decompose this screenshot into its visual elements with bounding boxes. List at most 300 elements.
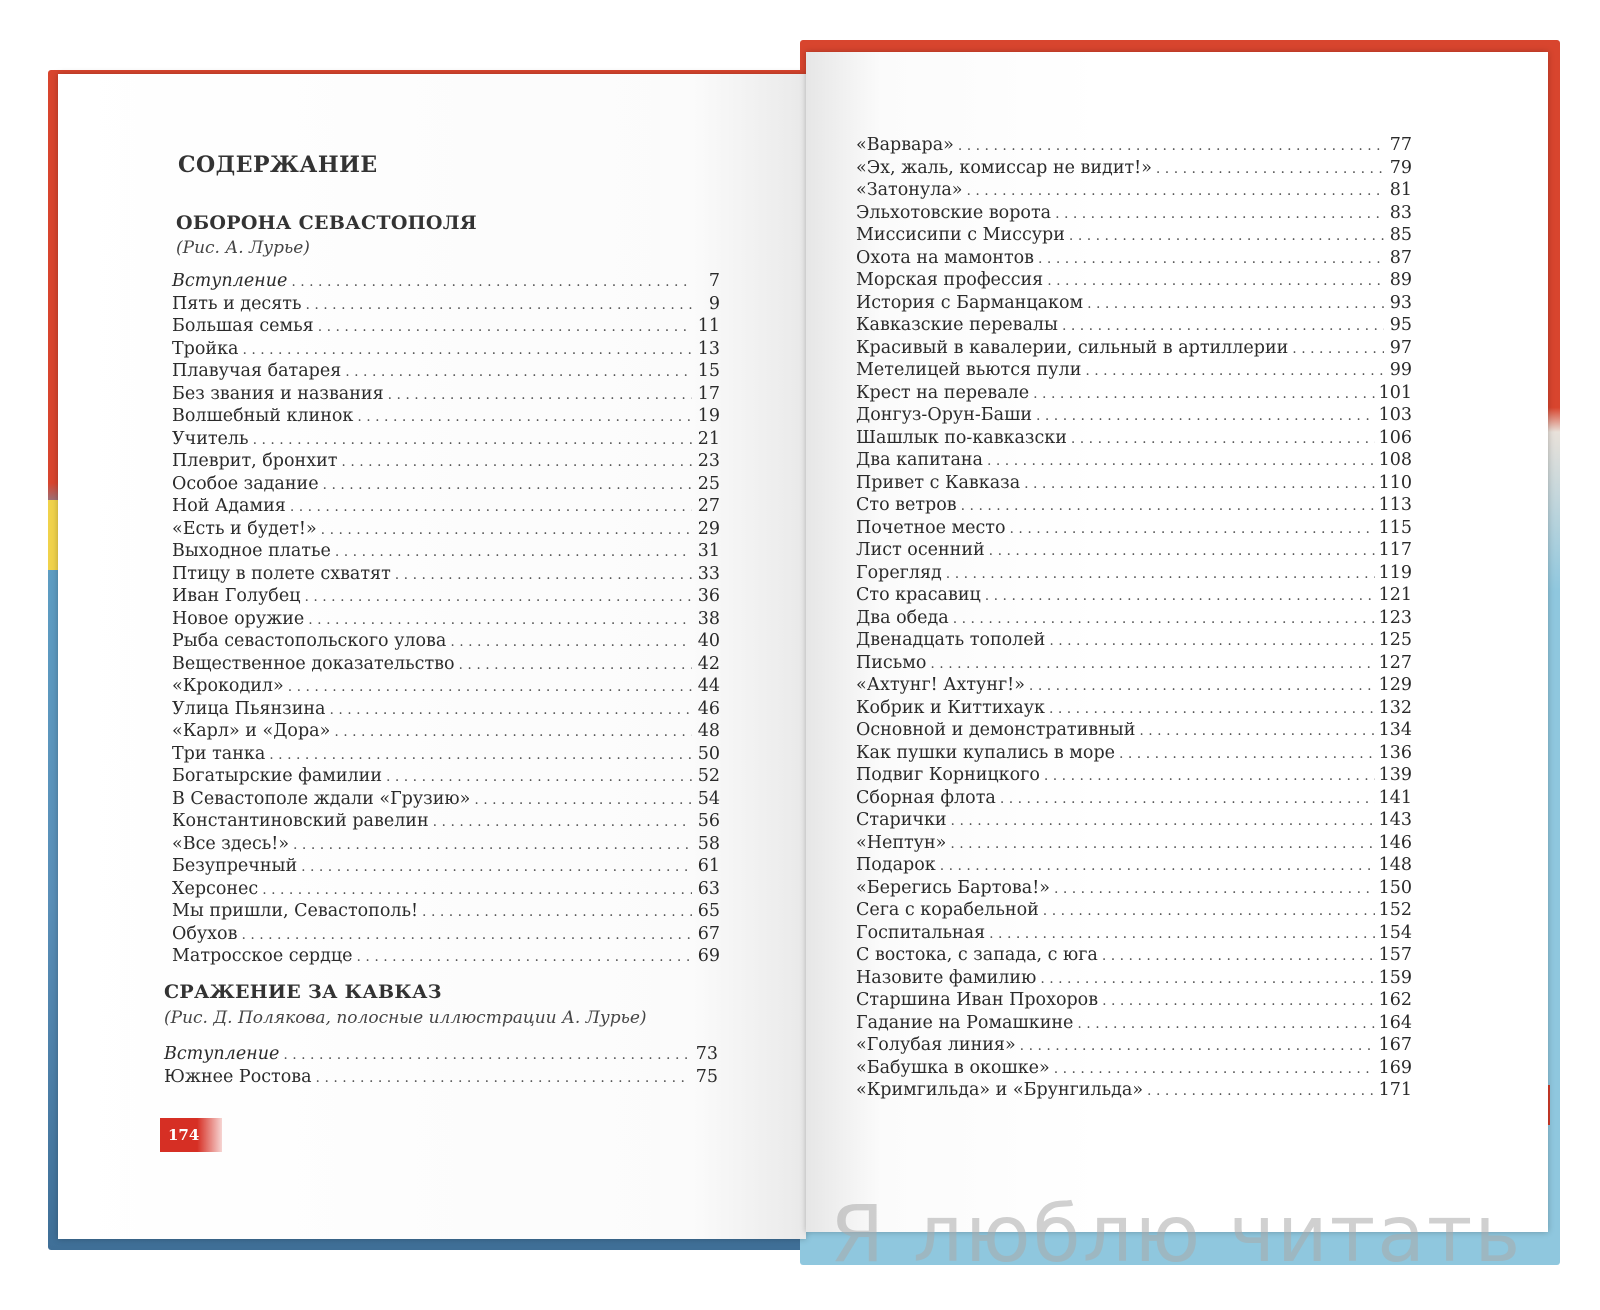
- toc-entry: [856, 517, 1412, 540]
- toc-entry-page: 42: [697, 653, 720, 674]
- toc-entry-page: 141: [1378, 787, 1412, 808]
- toc-entry: [856, 134, 1412, 157]
- toc-entry-page: 40: [697, 631, 720, 651]
- toc-leader-dots: [291, 271, 692, 294]
- toc-entry-page: 61: [697, 856, 720, 876]
- toc-leader-dots: [1077, 1013, 1374, 1036]
- toc-leader-dots: [321, 519, 692, 542]
- toc-leader-dots: [388, 384, 692, 407]
- toc-leader-dots: [474, 789, 692, 812]
- toc-entry: [856, 539, 1412, 562]
- toc-leader-dots: [323, 474, 692, 497]
- toc-entry-page: 110: [1378, 472, 1412, 493]
- toc-entry-page: 103: [1378, 405, 1412, 425]
- toc-entry: [172, 833, 720, 856]
- toc-entry: [172, 788, 720, 811]
- toc-entry-page: 164: [1378, 1012, 1412, 1033]
- toc-entry-page: 56: [697, 811, 720, 831]
- toc-leader-dots: [961, 495, 1375, 518]
- toc-leader-dots: [987, 450, 1375, 473]
- toc-leader-dots: [1139, 720, 1374, 743]
- toc-leader-dots: [1292, 338, 1384, 361]
- toc-entry-page: 115: [1378, 517, 1412, 538]
- toc-entry: [856, 697, 1412, 720]
- toc-leader-dots: [1038, 248, 1384, 271]
- toc-entry: [856, 359, 1412, 382]
- toc-entry-page: 167: [1378, 1035, 1412, 1055]
- toc-entry-title: Константиновский равелин: [172, 811, 429, 831]
- toc-entry-page: 119: [1378, 562, 1412, 583]
- toc-entry-title: Письмо: [856, 652, 927, 673]
- toc-entry-page: 157: [1378, 945, 1412, 965]
- toc-entry-title: «Нептун»: [856, 832, 947, 853]
- toc-entry: [172, 923, 720, 946]
- toc-entry-title: Учитель: [172, 428, 249, 449]
- toc-entry-page: 36: [697, 586, 720, 606]
- toc-leader-dots: [958, 135, 1384, 158]
- toc-leader-dots: [293, 834, 692, 857]
- toc-leader-dots: [262, 879, 692, 902]
- toc-entry-title: Горегляд: [856, 562, 942, 583]
- toc-entry: [856, 652, 1412, 675]
- toc-entry: [856, 157, 1412, 180]
- toc-entry-page: 162: [1378, 990, 1412, 1010]
- toc-entry-page: 143: [1378, 810, 1412, 830]
- toc-entry: [856, 449, 1412, 472]
- toc-entry-title: Богатырские фамилии: [172, 766, 382, 786]
- toc-leader-dots: [422, 901, 692, 924]
- toc-entry-title: Метелицей вьются пули: [856, 360, 1082, 380]
- toc-entry-page: 81: [1389, 180, 1412, 200]
- toc-entry-page: 85: [1389, 225, 1412, 245]
- toc-entry-page: 132: [1378, 697, 1412, 718]
- toc-entry-title: Основной и демонстративный: [856, 720, 1136, 740]
- toc-leader-dots: [316, 1067, 690, 1090]
- toc-leader-dots: [1054, 878, 1375, 901]
- toc-entry: [856, 269, 1412, 292]
- toc-entry-page: 73: [695, 1044, 718, 1064]
- toc-leader-dots: [269, 744, 692, 767]
- toc-entry-page: 125: [1378, 630, 1412, 650]
- toc-entry-title: Привет с Кавказа: [856, 472, 1021, 493]
- toc-entry: [856, 584, 1412, 607]
- toc-leader-dots: [989, 923, 1374, 946]
- toc-entry: [856, 224, 1412, 247]
- toc-entry: [856, 809, 1412, 832]
- toc-leader-dots: [1010, 518, 1375, 541]
- toc-entry-title: Херсонес: [172, 878, 259, 899]
- toc-entry: [172, 585, 720, 608]
- toc-leader-dots: [1000, 788, 1375, 811]
- toc-entry-page: 93: [1389, 292, 1412, 313]
- toc-entry-title: Двенадцать тополей: [856, 630, 1046, 650]
- toc-entry-page: 95: [1389, 315, 1412, 335]
- page-number-badge: 174: [160, 1118, 222, 1152]
- toc-entry-title: Вступление: [164, 1044, 280, 1064]
- toc-entry-title: Выходное платье: [172, 541, 331, 561]
- toc-entry-title: Охота на мамонтов: [856, 247, 1035, 268]
- toc-entry-title: «Голубая линия»: [856, 1035, 1016, 1055]
- toc-leader-dots: [1071, 428, 1375, 451]
- section-1-credit: (Рис. А. Лурье): [176, 238, 310, 258]
- toc-entry-title: Старшина Иван Прохоров: [856, 990, 1099, 1010]
- toc-entry-page: 154: [1378, 922, 1412, 943]
- toc-entry-page: 46: [697, 698, 720, 719]
- toc-entry: [856, 832, 1412, 855]
- section-2-title: СРАЖЕНИЕ ЗА КАВКАЗ: [164, 981, 442, 1003]
- toc-entry-title: Матросское сердце: [172, 946, 353, 966]
- toc-leader-dots: [1020, 1035, 1375, 1058]
- toc-entry-title: Сто ветров: [856, 495, 957, 515]
- toc-entry-title: Тройка: [172, 338, 239, 359]
- toc-entry-page: 169: [1378, 1057, 1412, 1078]
- toc-entry-page: 127: [1378, 652, 1412, 673]
- toc-entry: [172, 675, 720, 698]
- toc-entry-page: 79: [1389, 157, 1412, 178]
- toc-entry-page: 146: [1378, 832, 1412, 853]
- toc-leader-dots: [1062, 315, 1384, 338]
- toc-leader-dots: [450, 631, 692, 654]
- toc-entry: [856, 292, 1412, 315]
- toc-entry-page: 7: [708, 271, 720, 291]
- toc-leader-dots: [304, 586, 692, 609]
- toc-entry-title: «Бабушка в окошке»: [856, 1057, 1050, 1078]
- toc-entry-title: «Берегись Бартова!»: [856, 877, 1050, 898]
- toc-leader-dots: [1029, 675, 1375, 698]
- toc-entry: [856, 742, 1412, 765]
- toc-leader-dots: [1044, 765, 1375, 788]
- toc-entry-page: 44: [697, 676, 720, 696]
- toc-entry-title: Два обеда: [856, 607, 949, 628]
- toc-entry-title: «Эх, жаль, комиссар не видит!»: [856, 157, 1152, 178]
- toc-entry-title: Морская профессия: [856, 270, 1044, 290]
- toc-entry: [856, 764, 1412, 787]
- toc-list-section-2-right: [856, 134, 1412, 1102]
- toc-entry: [856, 247, 1412, 270]
- toc-entry: [856, 1057, 1412, 1080]
- toc-leader-dots: [253, 429, 692, 452]
- toc-entry-page: 52: [697, 766, 720, 786]
- toc-entry-page: 9: [708, 293, 720, 314]
- toc-entry-page: 117: [1378, 540, 1412, 560]
- toc-entry-title: Старички: [856, 810, 947, 830]
- toc-leader-dots: [357, 946, 692, 969]
- toc-leader-dots: [1054, 1058, 1375, 1081]
- toc-leader-dots: [345, 361, 692, 384]
- toc-leader-dots: [966, 180, 1384, 203]
- toc-entry: [172, 270, 720, 293]
- toc-entry: [856, 314, 1412, 337]
- toc-entry-title: Кавказские перевалы: [856, 315, 1058, 335]
- toc-entry: [172, 315, 720, 338]
- toc-entry-title: Как пушки купались в море: [856, 742, 1115, 763]
- toc-entry: [856, 427, 1412, 450]
- toc-entry: [172, 518, 720, 541]
- toc-entry-page: 48: [697, 721, 720, 741]
- toc-entry: [856, 404, 1412, 427]
- toc-leader-dots: [1049, 698, 1375, 721]
- toc-entry: [164, 1043, 718, 1066]
- toc-entry: [164, 1066, 718, 1089]
- toc-entry: [856, 944, 1412, 967]
- toc-entry-title: В Севастополе ждали «Грузию»: [172, 788, 471, 809]
- toc-entry-title: Гадание на Ромашкине: [856, 1012, 1074, 1033]
- toc-entry: [172, 563, 720, 586]
- toc-entry-title: История с Барманцаком: [856, 292, 1084, 313]
- toc-entry-page: 171: [1378, 1080, 1412, 1100]
- toc-entry-page: 69: [697, 946, 720, 966]
- toc-leader-dots: [1049, 630, 1374, 653]
- toc-entry-title: Крест на перевале: [856, 382, 1030, 403]
- toc-entry-page: 38: [697, 608, 720, 629]
- toc-leader-dots: [1069, 225, 1384, 248]
- toc-entry: [172, 293, 720, 316]
- toc-entry-page: 159: [1378, 967, 1412, 988]
- toc-leader-dots: [1040, 968, 1374, 991]
- toc-leader-dots: [433, 811, 692, 834]
- toc-entry-title: Плеврит, бронхит: [172, 451, 338, 471]
- toc-entry-title: «Все здесь!»: [172, 833, 290, 854]
- toc-entry-title: Кобрик и Киттихаук: [856, 697, 1045, 718]
- toc-leader-dots: [395, 564, 692, 587]
- toc-entry-page: 65: [697, 901, 720, 921]
- toc-entry-title: Донгуз-Орун-Баши: [856, 405, 1032, 425]
- toc-entry-title: «Есть и будет!»: [172, 518, 317, 539]
- toc-leader-dots: [1102, 990, 1375, 1013]
- toc-leader-dots: [318, 316, 692, 339]
- toc-entry: [172, 428, 720, 451]
- toc-leader-dots: [1102, 945, 1375, 968]
- toc-leader-dots: [1119, 743, 1375, 766]
- toc-entry: [856, 719, 1412, 742]
- toc-leader-dots: [334, 721, 692, 744]
- toc-entry: [172, 383, 720, 406]
- toc-entry-page: 31: [697, 541, 720, 561]
- toc-leader-dots: [985, 585, 1375, 608]
- toc-entry-title: Южнее Ростова: [164, 1066, 312, 1087]
- toc-entry-page: 23: [697, 451, 720, 471]
- toc-leader-dots: [301, 856, 692, 879]
- toc-entry-page: 54: [697, 788, 720, 809]
- toc-entry-title: «Кримгильда» и «Брунгильда»: [856, 1080, 1144, 1100]
- toc-leader-dots: [1047, 270, 1384, 293]
- toc-entry: [172, 810, 720, 833]
- toc-entry: [856, 967, 1412, 990]
- toc-entry: [172, 878, 720, 901]
- toc-entry-title: «Варвара»: [856, 135, 954, 155]
- toc-entry-title: Без звания и названия: [172, 383, 384, 404]
- toc-leader-dots: [241, 924, 692, 947]
- toc-entry-title: Улица Пьянзина: [172, 698, 326, 719]
- toc-entry-title: Миссисипи с Миссури: [856, 225, 1065, 245]
- toc-entry-title: Почетное место: [856, 517, 1006, 538]
- toc-entry: [856, 899, 1412, 922]
- toc-entry-page: 13: [697, 338, 720, 359]
- toc-list-section-2-left: [164, 1043, 718, 1088]
- toc-entry-title: Мы пришли, Севастополь!: [172, 901, 419, 921]
- toc-leader-dots: [357, 406, 692, 429]
- section-1-title: ОБОРОНА СЕВАСТОПОЛЯ: [176, 212, 477, 234]
- toc-entry-title: Плавучая батарея: [172, 361, 342, 381]
- toc-entry-page: 29: [697, 518, 720, 539]
- toc-entry-title: Новое оружие: [172, 608, 305, 629]
- toc-leader-dots: [459, 654, 692, 677]
- toc-entry: [856, 629, 1412, 652]
- toc-entry-page: 77: [1389, 135, 1412, 155]
- watermark: Я люблю читать: [830, 1190, 1523, 1280]
- toc-entry-page: 113: [1378, 495, 1412, 515]
- toc-entry: [172, 360, 720, 383]
- toc-leader-dots: [1085, 360, 1384, 383]
- toc-entry-page: 63: [697, 878, 720, 899]
- toc-entry: [172, 338, 720, 361]
- toc-entry-title: Красивый в кавалерии, сильный в артиллерии: [856, 337, 1289, 358]
- toc-entry-page: 11: [697, 316, 720, 336]
- section-2-credit: (Рис. Д. Полякова, полосные иллюстрации А. Лурье): [164, 1008, 647, 1028]
- toc-entry: [856, 202, 1412, 225]
- toc-entry: [856, 494, 1412, 517]
- toc-entry-page: 21: [697, 428, 720, 449]
- toc-leader-dots: [329, 699, 692, 722]
- toc-entry-page: 99: [1389, 360, 1412, 380]
- toc-entry-title: Госпитальная: [856, 922, 986, 943]
- toc-entry-page: 97: [1389, 337, 1412, 358]
- toc-entry-page: 150: [1378, 877, 1412, 898]
- toc-entry: [172, 855, 720, 878]
- toc-entry-title: Подвиг Корницкого: [856, 765, 1040, 785]
- toc-entry: [856, 922, 1412, 945]
- toc-entry-title: Обухов: [172, 923, 238, 944]
- toc-entry-title: Сто красавиц: [856, 585, 981, 605]
- toc-leader-dots: [1036, 405, 1375, 428]
- toc-entry-title: Три танка: [172, 743, 266, 764]
- toc-entry-page: 83: [1389, 202, 1412, 223]
- toc-entry-page: 19: [697, 406, 720, 426]
- toc-entry-title: Назовите фамилию: [856, 967, 1037, 988]
- toc-entry-title: Особое задание: [172, 473, 319, 494]
- toc-entry: [856, 1034, 1412, 1057]
- toc-leader-dots: [1043, 900, 1375, 923]
- contents-heading: СОДЕРЖАНИЕ: [178, 152, 378, 178]
- toc-entry: [856, 607, 1412, 630]
- toc-entry: [172, 743, 720, 766]
- toc-entry: [172, 405, 720, 428]
- toc-leader-dots: [308, 609, 692, 632]
- toc-leader-dots: [946, 563, 1375, 586]
- toc-entry: [172, 900, 720, 923]
- toc-entry-page: 134: [1378, 720, 1412, 740]
- toc-entry: [856, 1012, 1412, 1035]
- toc-entry-page: 108: [1378, 450, 1412, 470]
- toc-entry-page: 89: [1389, 270, 1412, 290]
- toc-entry: [172, 653, 720, 676]
- toc-entry-title: «Крокодил»: [172, 676, 284, 696]
- toc-entry-page: 67: [697, 923, 720, 944]
- toc-entry-page: 148: [1378, 855, 1412, 875]
- toc-entry-page: 50: [697, 743, 720, 764]
- toc-leader-dots: [989, 540, 1375, 563]
- toc-entry-title: Волшебный клинок: [172, 406, 354, 426]
- toc-leader-dots: [335, 541, 692, 564]
- toc-entry: [172, 608, 720, 631]
- toc-entry: [172, 540, 720, 563]
- toc-entry-title: С востока, с запада, с юга: [856, 945, 1098, 965]
- toc-entry-page: 101: [1378, 382, 1412, 403]
- toc-entry: [172, 720, 720, 743]
- toc-leader-dots: [1087, 293, 1384, 316]
- toc-entry-title: «Ахтунг! Ахтунг!»: [856, 675, 1025, 695]
- toc-leader-dots: [951, 810, 1375, 833]
- toc-entry-title: Иван Голубец: [172, 586, 301, 606]
- toc-entry-title: Подарок: [856, 855, 936, 875]
- toc-entry-title: Большая семья: [172, 316, 314, 336]
- toc-leader-dots: [950, 833, 1374, 856]
- toc-entry-title: Два капитана: [856, 450, 983, 470]
- toc-entry-page: 136: [1378, 742, 1412, 763]
- toc-entry-page: 139: [1378, 765, 1412, 785]
- toc-entry-page: 106: [1378, 427, 1412, 448]
- toc-entry: [172, 450, 720, 473]
- toc-entry-title: Рыба севастопольского улова: [172, 631, 447, 651]
- toc-entry-title: «Затонула»: [856, 180, 963, 200]
- toc-entry-title: «Карл» и «Дора»: [172, 721, 331, 741]
- toc-entry-title: Птицу в полете схватят: [172, 563, 391, 584]
- toc-entry-title: Лист осенний: [856, 540, 985, 560]
- toc-leader-dots: [288, 676, 692, 699]
- toc-leader-dots: [1033, 383, 1374, 406]
- toc-entry: [856, 179, 1412, 202]
- toc-entry-page: 15: [697, 361, 720, 381]
- toc-list-section-1: [172, 270, 720, 968]
- toc-entry: [856, 674, 1412, 697]
- toc-entry-page: 87: [1389, 247, 1412, 268]
- toc-leader-dots: [386, 766, 692, 789]
- toc-entry-title: Ной Адамия: [172, 496, 286, 516]
- toc-entry-page: 33: [697, 563, 720, 584]
- toc-leader-dots: [1024, 473, 1374, 496]
- toc-leader-dots: [1055, 203, 1384, 226]
- toc-entry: [172, 698, 720, 721]
- toc-entry-title: Безупречный: [172, 856, 298, 876]
- toc-entry-title: Вступление: [172, 271, 288, 291]
- toc-entry: [856, 337, 1412, 360]
- toc-entry-page: 129: [1378, 675, 1412, 695]
- toc-leader-dots: [953, 608, 1375, 631]
- toc-leader-dots: [242, 339, 692, 362]
- toc-leader-dots: [940, 855, 1375, 878]
- toc-entry: [172, 473, 720, 496]
- toc-entry: [856, 877, 1412, 900]
- toc-entry-title: Эльхотовские ворота: [856, 202, 1052, 223]
- toc-entry-title: Сега с корабельной: [856, 900, 1039, 920]
- toc-entry-page: 25: [697, 473, 720, 494]
- toc-entry-page: 152: [1378, 900, 1412, 920]
- toc-entry: [856, 989, 1412, 1012]
- toc-entry-page: 121: [1378, 585, 1412, 605]
- toc-entry: [856, 472, 1412, 495]
- toc-leader-dots: [341, 451, 692, 474]
- toc-entry: [856, 787, 1412, 810]
- toc-entry: [172, 630, 720, 653]
- toc-entry-title: Сборная флота: [856, 787, 996, 808]
- toc-leader-dots: [1156, 158, 1384, 181]
- toc-leader-dots: [1147, 1080, 1375, 1103]
- toc-leader-dots: [290, 496, 692, 519]
- toc-entry-page: 123: [1378, 607, 1412, 628]
- toc-entry: [856, 382, 1412, 405]
- toc-leader-dots: [283, 1044, 690, 1067]
- toc-entry: [856, 854, 1412, 877]
